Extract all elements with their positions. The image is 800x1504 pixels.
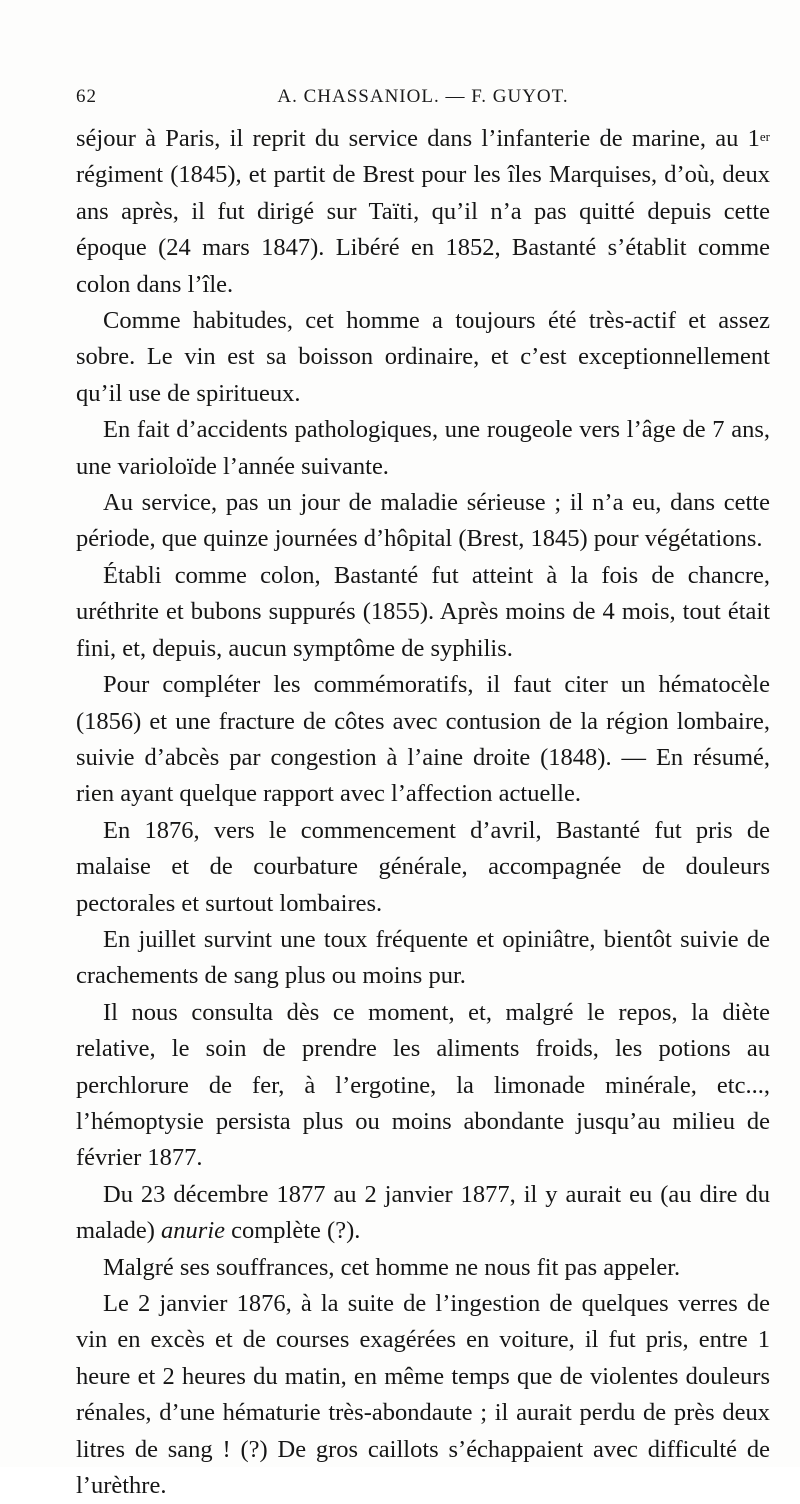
paragraph-onset: En 1876, vers le commencement d’avril, Bastanté fut pris de malaise et de courbature générale, accompagnée de douleurs pectorales et surtout lombaires. [76,816,770,917]
paragraph-text: régiment (1845), et partit de Brest pour les îles Marquises, d’où, deux ans après, il fut dirigé sur Taïti, qu’il n’a pas quitté depuis cette époque (24 mars 1847). Libéré en 1852, Bastanté s’établit comme colon dans l’île. [76,161,770,298]
italic-term: anurie [161,1217,225,1245]
paragraph-treatment: Il nous consulta dès ce moment, et, malgré le repos, la diète relative, le soin de prendre les aliments froids, les potions au perchlorure de fer, à l’ergotine, la limonade minérale, etc..., l’hémoptysie persista plus ou moins abondante jusqu’au milieu de février 1877. [76,998,770,1172]
paragraph-suffering: Malgré ses souffrances, cet homme ne nous fit pas appeler. [103,1253,681,1281]
text-body [76,121,770,1504]
paragraph-hematuria: Le 2 janvier 1876, à la suite de l’ingestion de quelques verres de vin en excès et de courses exagérées en voiture, il fut pris, entre 1 heure et 2 heures du matin, en même temps que de violentes douleurs rénales, d’une hématurie très-abondaute ; il aurait perdu de près deux litres de sang ! (?) De gros caillots s’échappaient avec difficulté de l’urèthre. [76,1290,770,1500]
paragraph-colon: Établi comme colon, Bastanté fut atteint à la fois de chancre, uréthrite et bubons suppurés (1855). Après moins de 4 mois, tout était fini, et, depuis, aucun symptôme de syphilis. [76,561,770,662]
page-number: 62 [76,86,97,107]
paragraph-text: complète (?). [225,1217,361,1245]
paragraph-service: Au service, pas un jour de maladie sérieuse ; il n’a eu, dans cette période, que quinze journées d’hôpital (Brest, 1845) pour végétations. [76,489,770,553]
running-head-authors: A. CHASSANIOL. — F. GUYOT. [277,86,569,107]
paragraph-text: séjour à Paris, il reprit du service dans l’infanterie de marine, au 1 [76,125,760,152]
paragraph-continuation [76,121,770,303]
paragraph-cough: En juillet survint une toux fréquente et opiniâtre, bientôt suivie de crachements de sang plus ou moins pur. [76,925,770,990]
paragraph-pathology: En fait d’accidents pathologiques, une rougeole vers l’âge de 7 ans, une varioloïde l’année suivante. [76,416,770,480]
paragraph-habits: Comme habitudes, cet homme a toujours été très-actif et assez sobre. Le vin est sa boisson ordinaire, et c’est exceptionnellement qu’il use de spiritueux. [76,307,770,407]
paragraph-text: Du 23 décembre 1877 au 2 janvier 1877, il y aurait eu (au dire du malade) [76,1180,770,1245]
paragraph-anuria [76,1177,770,1250]
paragraph-commemoratives: Pour compléter les commémoratifs, il faut citer un hématocèle (1856) et une fracture de côtes avec contusion de la région lombaire, suivie d’abcès par congestion à l’aine droite (1848). — En résumé, rien ayant quelque rapport avec l’affection actuelle. [76,671,770,808]
ordinal-superscript: er [759,129,770,144]
running-head [76,86,770,116]
